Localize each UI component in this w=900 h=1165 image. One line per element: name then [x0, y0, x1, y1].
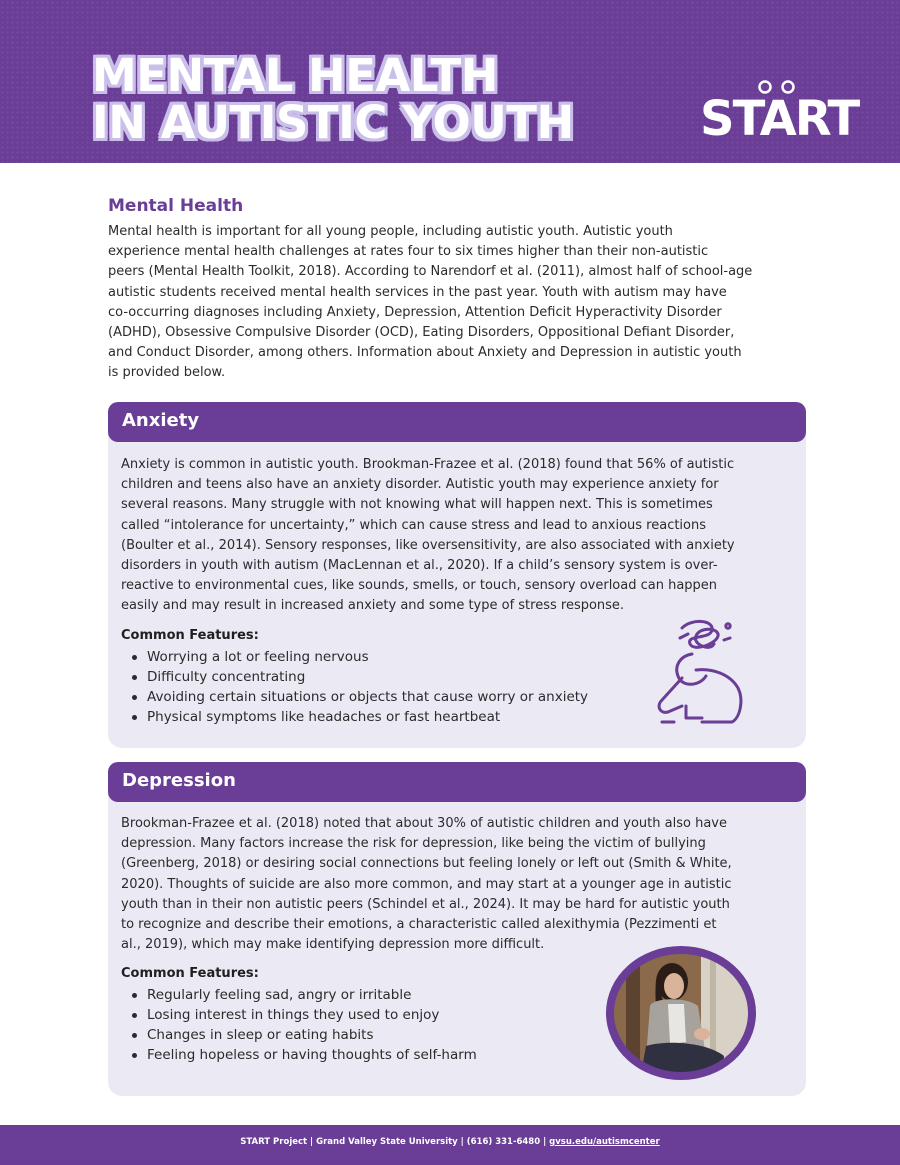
paragraph-line: peers (Mental Health Toolkit, 2018). According to Narendorf et al. (2011), almost half of school-age: [108, 264, 753, 280]
paragraph-line: autistic students received mental health services in the past year. Youth with autism may have: [108, 284, 727, 300]
depression-heading-bar: [108, 762, 806, 802]
header-banner: [0, 0, 900, 163]
anxiety-heading-bar: [108, 402, 806, 442]
paragraph-line: reactive to environmental cues, like sounds, smells, or touch, sensory overload can happen: [121, 578, 718, 594]
list-item: Difficulty concentrating: [128, 667, 588, 687]
list-item: Losing interest in things they used to enjoy: [128, 1005, 477, 1025]
page-title-line-2: IN AUTISTIC YOUTH: [92, 96, 574, 149]
paragraph-line: (Boulter et al., 2014). Sensory responses, like oversensitivity, are also associated with anxiety: [121, 537, 735, 553]
paragraph-line: al., 2019), which may make identifying depression more difficult.: [121, 937, 545, 953]
stressed-person-icon: [652, 614, 752, 730]
paragraph-line: (Greenberg, 2018) or desiring social connections but feeling lonely or left out (Smith & White,: [121, 856, 732, 872]
depression-features-list: [128, 985, 477, 1065]
page-title: [92, 49, 692, 149]
paragraph-line: Brookman-Frazee et al. (2018) noted that about 30% of autistic children and youth also have: [121, 816, 727, 831]
paragraph-line: and Conduct Disorder, among others. Information about Anxiety and Depression in autistic youth: [108, 345, 742, 361]
paragraph-line: several reasons. Many struggle with not knowing what will happen next. This is sometimes: [121, 497, 713, 513]
paragraph-line: is provided below.: [108, 365, 226, 381]
paragraph-line: Mental health is important for all young people, including autistic youth. Autistic youth: [108, 224, 673, 239]
paragraph-line: youth than in their non autistic peers (Schindel et al., 2024). It may be hard for autistic youth: [121, 896, 730, 912]
list-item: Regularly feeling sad, angry or irritable: [128, 985, 477, 1005]
paragraph-line: Anxiety is common in autistic youth. Brookman-Frazee et al. (2018) found that 56% of autistic: [121, 457, 735, 472]
footer-text: [0, 1137, 900, 1147]
autism-center-link[interactable]: gvsu.edu/autismcenter: [549, 1137, 660, 1147]
anxiety-features-list: [128, 647, 588, 727]
depression-features-heading: Common Features:: [121, 966, 259, 981]
list-item: Avoiding certain situations or objects that cause worry or anxiety: [128, 687, 588, 707]
list-item: Changes in sleep or eating habits: [128, 1025, 477, 1045]
depression-heading: Depression: [122, 770, 236, 791]
paragraph-line: (ADHD), Obsessive Compulsive Disorder (OCD), Eating Disorders, Oppositional Defiant Disorder,: [108, 325, 735, 341]
list-item: Physical symptoms like headaches or fast heartbeat: [128, 707, 588, 727]
mental-health-heading: Mental Health: [108, 196, 244, 216]
list-item: Feeling hopeless or having thoughts of self-harm: [128, 1045, 477, 1065]
logo-text: START: [700, 91, 859, 147]
footer-bar: [0, 1125, 900, 1165]
start-logo: [700, 78, 859, 148]
paragraph-line: called “intolerance for uncertainty,” which can cause stress and lead to anxious reactions: [121, 517, 707, 533]
footer-contact-info: START Project | Grand Valley State University | (616) 331-6480 |: [240, 1137, 550, 1147]
list-item: Worrying a lot or feeling nervous: [128, 647, 588, 667]
paragraph-line: co-occurring diagnoses including Anxiety, Depression, Attention Deficit Hyperactivity Disorder: [108, 304, 722, 320]
paragraph-line: depression. Many factors increase the risk for depression, like being the victim of bullying: [121, 836, 706, 852]
sad-person-photo: [606, 946, 756, 1080]
depression-paragraph: [121, 814, 793, 955]
paragraph-line: children and teens also have an anxiety disorder. Autistic youth may experience anxiety for: [121, 477, 719, 493]
sad-person-illustration: [606, 946, 756, 1080]
anxiety-paragraph: [121, 455, 793, 617]
mental-health-paragraph: [108, 222, 808, 384]
page-title-line-1: MENTAL HEALTH: [92, 49, 498, 102]
paragraph-line: disorders in youth with autism (MacLennan et al., 2020). If a child’s sensory system is over-: [121, 558, 718, 574]
anxiety-features-heading: Common Features:: [121, 628, 259, 643]
paragraph-line: to recognize and describe their emotions, a characteristic called alexithymia (Pezzimenti et: [121, 917, 717, 933]
paragraph-line: easily and may result in increased anxiety and some type of stress response.: [121, 598, 625, 614]
paragraph-line: 2020). Thoughts of suicide are also more common, and may start at a younger age in autistic: [121, 876, 732, 892]
paragraph-line: experience mental health challenges at rates four to six times higher than their non-autistic: [108, 244, 709, 260]
anxiety-heading: Anxiety: [122, 410, 200, 431]
